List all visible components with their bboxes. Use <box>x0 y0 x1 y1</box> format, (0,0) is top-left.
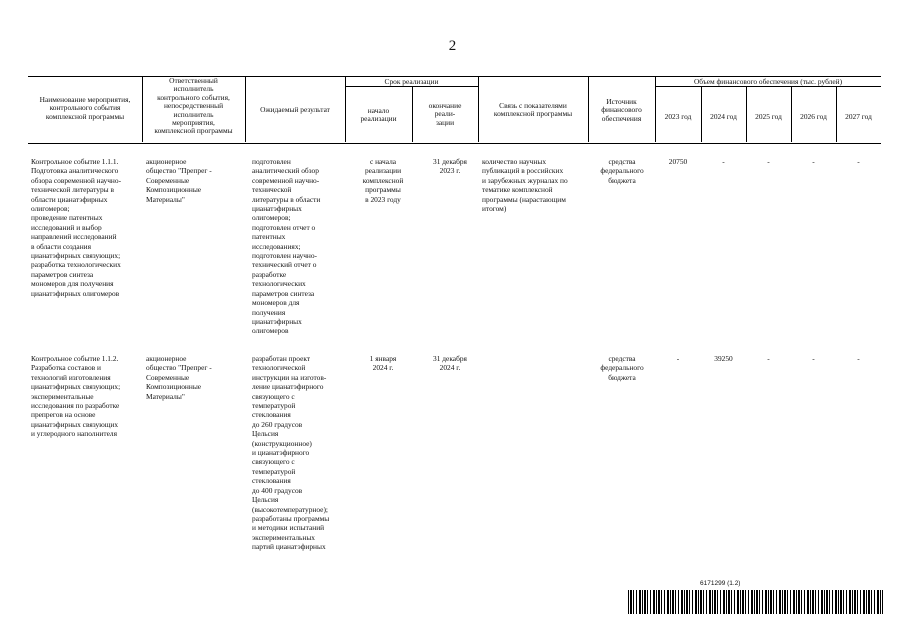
row-start: с начала реализации комплексной программы в 2023 году <box>362 157 404 204</box>
row-end: 31 декабря 2023 г. <box>433 157 467 176</box>
row-responsible: акционерное общество "Препрег - Современные Композиционные Материалы" <box>146 157 212 204</box>
header-result: Ожидаемый результат <box>260 105 330 114</box>
header-year: 2023 год <box>664 112 692 121</box>
barcode-image <box>628 590 883 614</box>
header-year: 2027 год <box>845 112 872 121</box>
header-source: Источник финансового обеспечения <box>601 97 642 123</box>
row-start: 1 января 2024 г. <box>369 354 397 373</box>
header-term: Срок реализации <box>384 77 439 86</box>
row-value: - <box>812 354 815 363</box>
row-value: - <box>676 354 680 363</box>
header-year: 2025 год <box>755 112 782 121</box>
row-name: Контрольное событие 1.1.2. Разработка составов и технологий изготовления цианатэфирных связующих; экспериментальные исследования по разработке препрегов на основе цианатэфирных связующих и углеродного наполнителя <box>31 354 121 439</box>
row-value: - <box>767 157 770 166</box>
row-value: - <box>857 157 860 166</box>
row-value: 39250 <box>714 354 733 363</box>
row-link: количество научных публикаций в российских и зарубежных журналах по тематике комплексной программы (нарастающим итогом) <box>482 157 568 214</box>
header-name: Наименование мероприятия, контрольного события комплексной программы <box>39 95 131 121</box>
row-end: 31 декабря 2024 г. <box>433 354 467 373</box>
header-responsible: Ответственный исполнитель контрольного события, непосредственный исполнитель мероприятия, комплексной программы <box>154 76 233 136</box>
header-term-start: начало реализации <box>360 106 397 124</box>
row-value: 20750 <box>668 157 688 166</box>
header-funding: Объем финансового обеспечения (тыс. рублей) <box>693 77 843 86</box>
row-value: - <box>767 354 770 363</box>
header-link: Связь с показателями комплексной программы <box>493 101 573 119</box>
row-value: - <box>812 157 815 166</box>
row-result: подготовлен аналитический обзор современной научно- технической литературы в области цианатэфирных олигомеров; подготовлен отчет о патентных исследованиях; подготовлен научно- технический отчет о разработке технологических параметров синтеза мономеров для получения цианатэфирных олигомеров <box>252 157 321 336</box>
header-year: 2026 год <box>800 112 827 121</box>
row-result: разработан проект технологической инструкции на изготов- ление цианатэфирного связующего с температурой стеклования до 260 градусов Цельсия (конструкционное) и цианатэфирного связующего с температурой стеклования до 400 градусов Цельсия (высокотемпературное); разработаны программы и методики испытаний экспериментальных партий цианатэфирных <box>252 354 330 552</box>
row-value: - <box>722 157 725 166</box>
row-source: средства федерального бюджета <box>600 157 644 185</box>
row-responsible: акционерное общество "Препрег - Современные Композиционные Материалы" <box>146 354 212 401</box>
page-number: 2 <box>448 38 457 54</box>
row-source: средства федерального бюджета <box>600 354 644 382</box>
row-name: Контрольное событие 1.1.1. Подготовка аналитического обзора современной научно- технической литературы в области цианатэфирных олигомеров; проведение патентных исследований и выбор направлений исследований в области создания цианатэфирных связующих; разработка технологических параметров синтеза мономеров для получения цианатэфирных олигомеров <box>31 157 122 298</box>
row-value: - <box>857 354 860 363</box>
header-year: 2024 год <box>710 112 737 121</box>
barcode-number: 6171299 (1.2) <box>700 580 741 587</box>
header-term-end: окончание реали- зации <box>428 101 462 127</box>
